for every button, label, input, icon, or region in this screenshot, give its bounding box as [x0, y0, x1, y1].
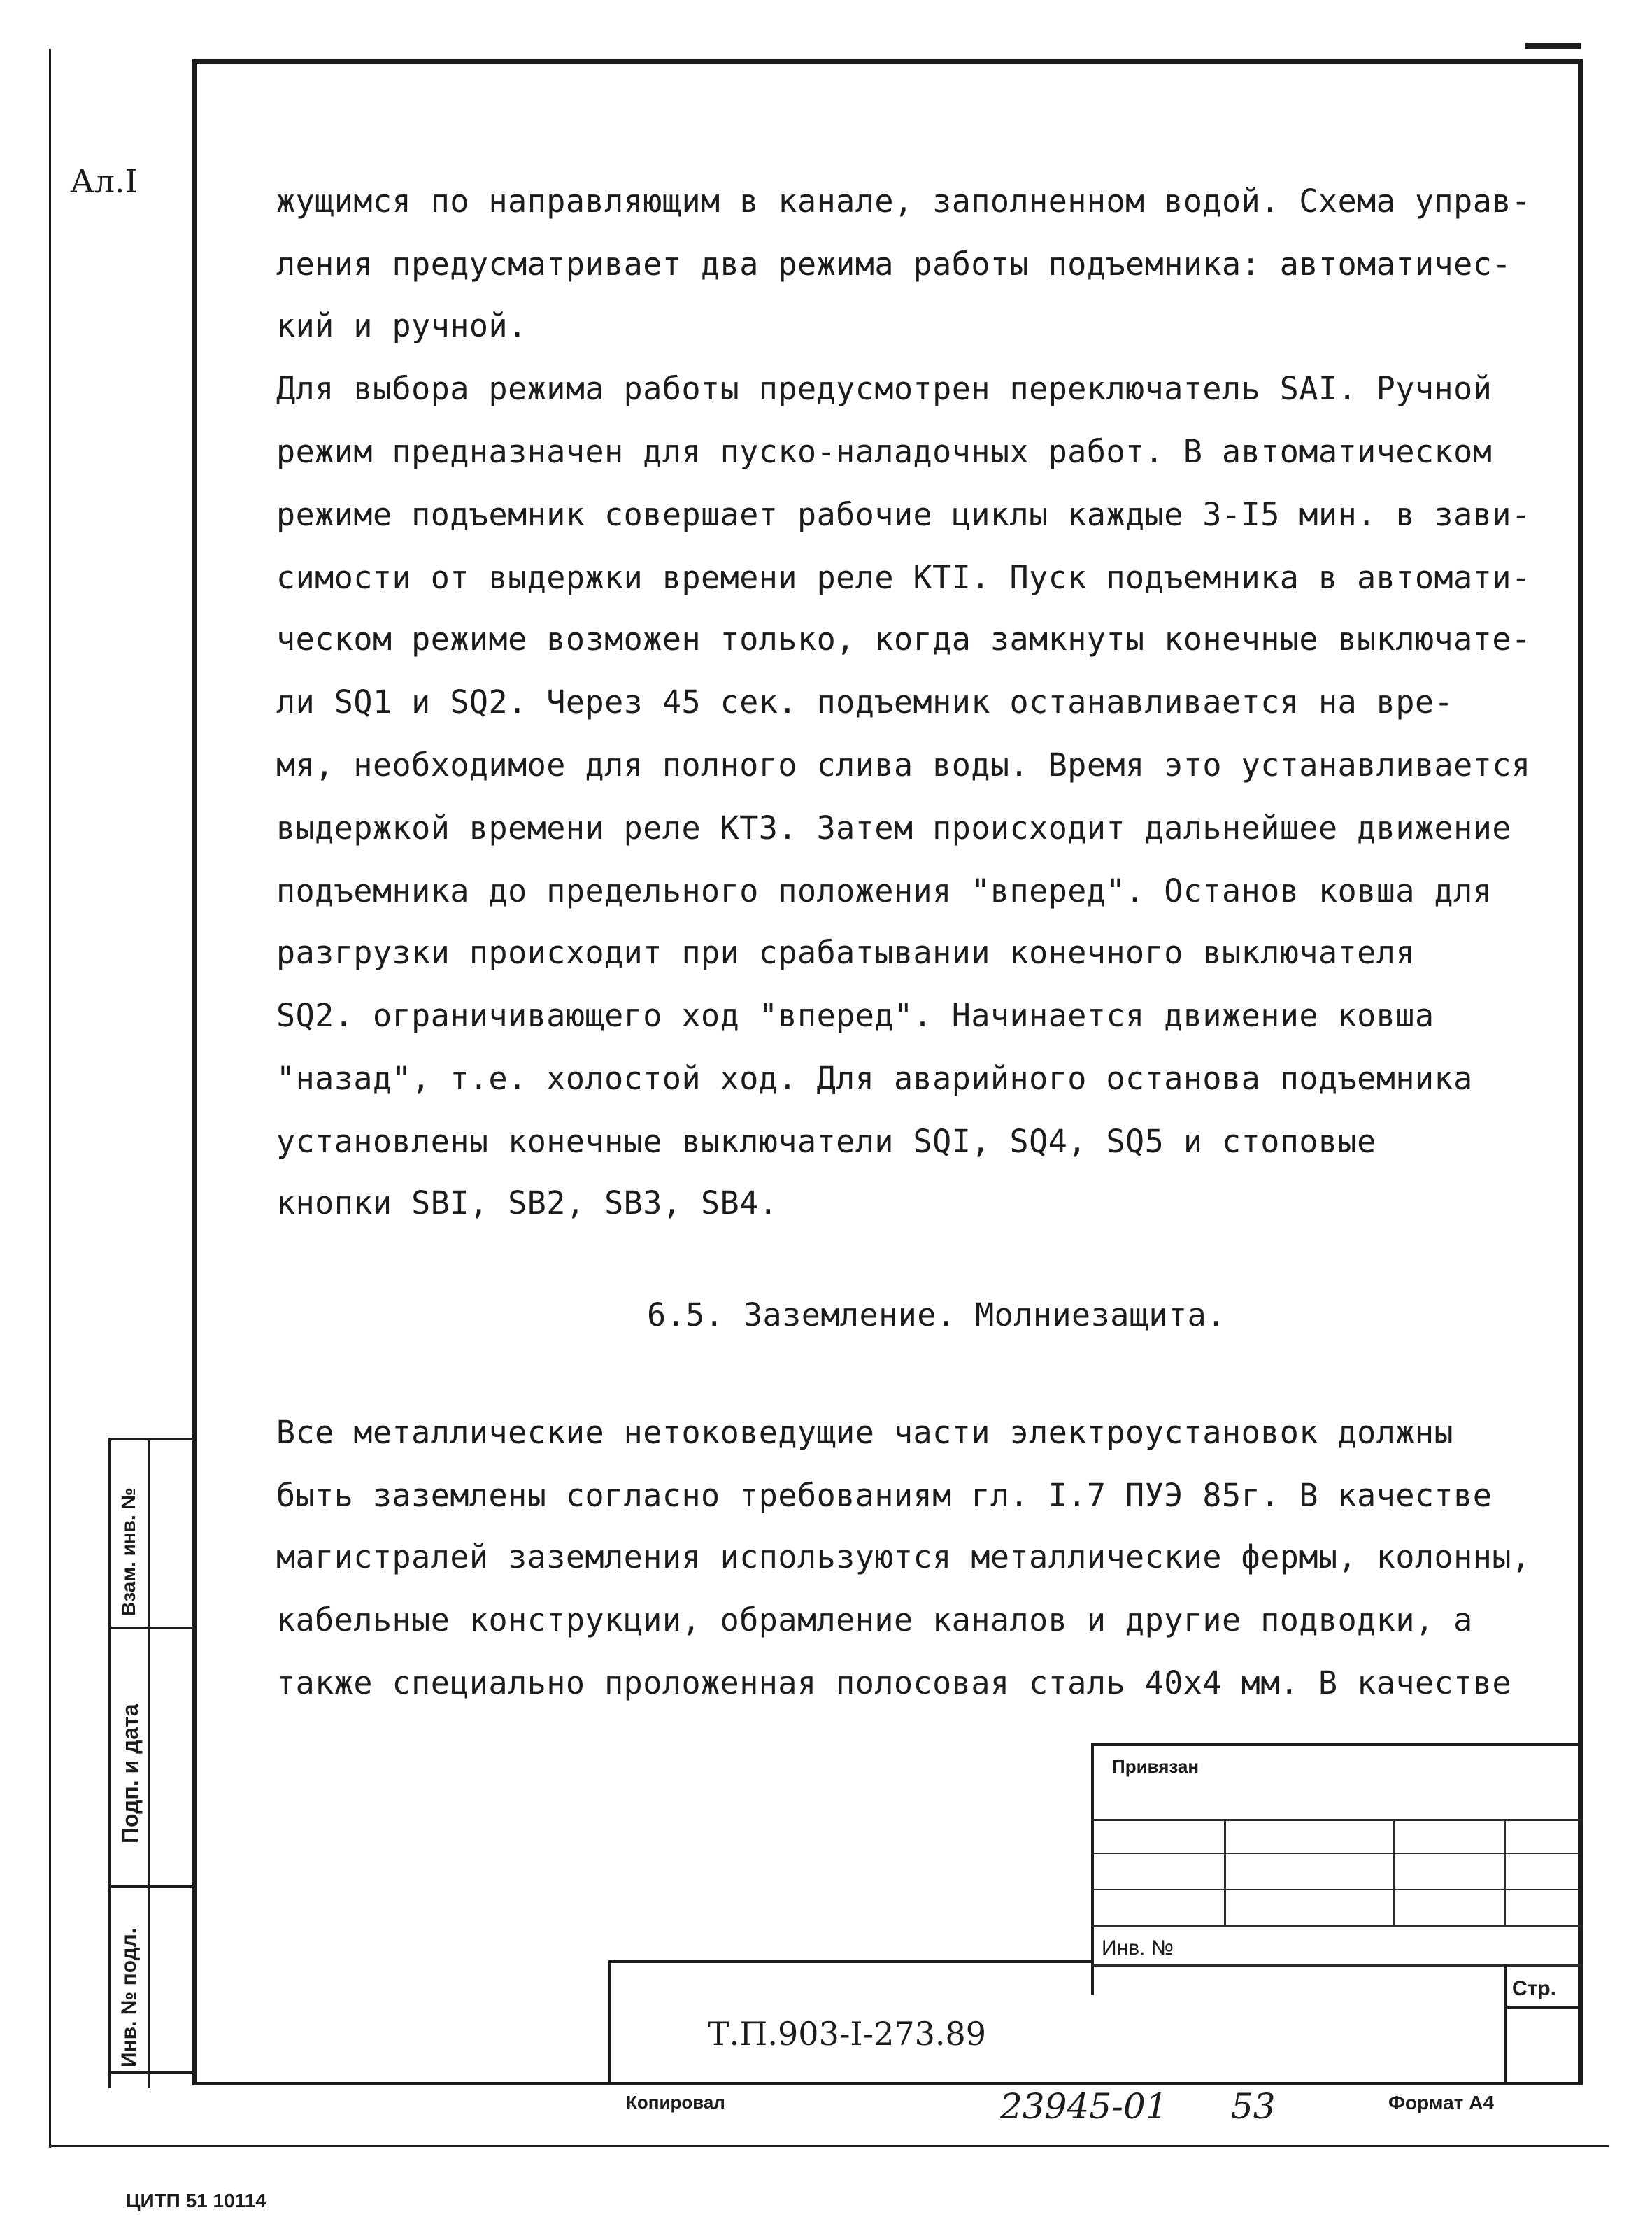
body-line: быть заземлены согласно требованиям гл. I.7 ПУЭ 85г. В качестве: [276, 1477, 1493, 1514]
title-block-left: [608, 1960, 611, 2085]
binding-col: [1224, 1819, 1226, 1927]
corner-mark: [1525, 43, 1581, 49]
body-line: SQ2. ограничивающего ход "вперед". Начинается движение ковша: [276, 997, 1434, 1034]
document-code: Т.П.903-I-273.89: [708, 2015, 987, 2053]
margin-label: Ал.I: [70, 162, 138, 200]
body-line: магистралей заземления используются металлические фермы, колонны,: [276, 1538, 1531, 1575]
print-code: ЦИТП 51 10114: [126, 2190, 266, 2211]
body-line: кабельные конструкции, обрамление каналов и другие подводки, а: [276, 1601, 1473, 1638]
side-stamp-row2: [108, 1885, 196, 1888]
bottom-margin-line: [49, 2145, 1609, 2147]
format-label: Формат А4: [1388, 2092, 1494, 2113]
binding-label: Привязан: [1112, 1756, 1199, 1777]
page-label: Стр.: [1512, 1977, 1557, 2000]
page-cell-left: [1504, 1964, 1507, 2085]
body-line: подъемника до предельного положения "вперед". Останов ковша для: [276, 872, 1493, 909]
side-stamp-divider: [148, 1438, 150, 2088]
binding-row: [1091, 1889, 1581, 1890]
inv-label: Инв. №: [1102, 1936, 1174, 1960]
section-title: 6.5. Заземление. Молниезащита.: [647, 1296, 1226, 1333]
copy-number: 23945-01: [1000, 2086, 1168, 2127]
page-cell-mid: [1504, 2006, 1581, 2009]
frame-top: [192, 59, 1581, 64]
body-line: мя, необходимое для полного слива воды. Время это устанавливается: [276, 746, 1531, 784]
binding-row: [1091, 1819, 1581, 1821]
body-line: кнопки SBI, SB2, SB3, SB4.: [276, 1184, 778, 1221]
binding-col: [1504, 1819, 1506, 1927]
body-line: установлены конечные выключатели SQI, SQ4, SQ5 и стоповые: [276, 1123, 1376, 1160]
body-line: выдержкой времени реле КТ3. Затем происходит дальнейшее движение: [276, 809, 1511, 847]
body-line: режиме подъемник совершает рабочие циклы каждые 3-I5 мин. в зави-: [276, 496, 1531, 533]
side-stamp-top: [108, 1438, 196, 1440]
body-line: симости от выдержки времени реле КТI. Пуск подъемника в автомати-: [276, 559, 1531, 596]
frame-bottom: [192, 2082, 1583, 2085]
copied-label: Копировал: [626, 2092, 725, 2113]
binding-col: [1393, 1819, 1395, 1927]
body-line: ческом режиме возможен только, когда замкнуты конечные выключате-: [276, 621, 1531, 658]
body-line: Все металлические нетоковедущие части электроустановок должны: [276, 1414, 1454, 1451]
binding-left: [1091, 1743, 1094, 1995]
frame-left: [192, 59, 197, 2085]
inv-row-line: [1091, 1964, 1581, 1967]
side-stamp-field1: Взам. инв. №: [118, 1487, 139, 1616]
side-stamp-field3: Инв. № подл.: [118, 1927, 141, 2067]
binding-top: [1091, 1743, 1581, 1746]
body-line: Для выбора режима работы предусмотрен переключатель SAI. Ручной: [276, 370, 1493, 407]
binding-row: [1091, 1853, 1581, 1854]
title-block-top: [608, 1960, 1092, 1963]
side-stamp-left: [108, 1438, 111, 2088]
body-line: "назад", т.е. холостой ход. Для аварийного останова подъемника: [276, 1060, 1473, 1097]
body-line: ления предусматривает два режима работы подъемника: автоматичес-: [276, 246, 1511, 283]
body-line: также специально проложенная полосовая сталь 40х4 мм. В качестве: [276, 1664, 1511, 1701]
body-line: жущимся по направляющим в канале, заполненном водой. Схема управ-: [276, 183, 1531, 220]
frame-right: [1578, 59, 1583, 2085]
side-stamp-row1: [108, 1627, 196, 1629]
body-line: кий и ручной.: [276, 307, 527, 344]
side-stamp-field2: Подп. и дата: [118, 1704, 143, 1843]
body-line: режим предназначен для пуско-наладочных работ. В автоматическом: [276, 433, 1493, 470]
left-margin-line: [49, 49, 51, 2148]
body-line: разгрузки происходит при срабатывании конечного выключателя: [276, 934, 1415, 971]
body-line: ли SQ1 и SQ2. Через 45 сек. подъемник останавливается на вре-: [276, 684, 1454, 721]
side-stamp-bottom: [108, 2071, 196, 2074]
sheet-number: 53: [1231, 2086, 1276, 2127]
binding-row: [1091, 1925, 1581, 1927]
